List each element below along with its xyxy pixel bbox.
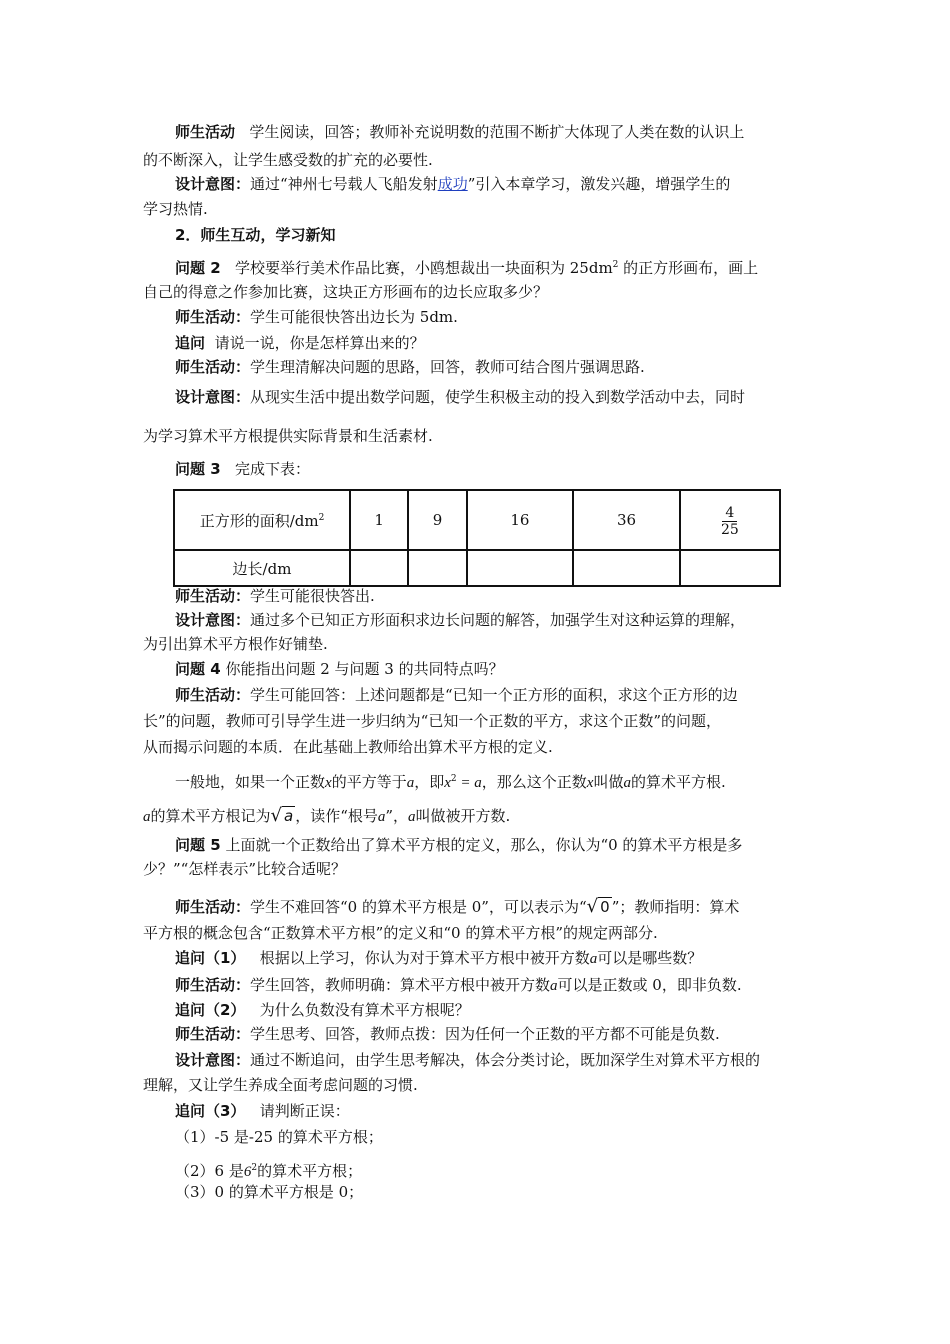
text: 理解，又让学生养成全面考虑问题的习惯.	[143, 1076, 418, 1094]
paragraph-line	[143, 737, 553, 757]
text: 上面就一个正数给出了算术平方根的定义，那么，你认为“0 的算术平方根是多	[225, 836, 743, 854]
text: ，即	[414, 773, 445, 791]
text: 完成下表：	[234, 460, 310, 478]
label: 问题 5	[175, 836, 221, 854]
label: 追问（2）	[175, 1001, 246, 1019]
paragraph-line	[143, 711, 721, 731]
text: 学生可能很快答出边长为 5dm.	[250, 308, 458, 326]
fraction	[721, 505, 739, 538]
table-cell: 36	[573, 490, 680, 550]
table-cell: 1	[350, 490, 408, 550]
list-item	[175, 1158, 362, 1178]
text: 学生思考、回答，教师点拨：因为任何一个正数的平方都不可能是负数.	[250, 1025, 720, 1043]
text: ，那么这个正数	[481, 773, 587, 791]
math-expression: = a	[456, 775, 482, 791]
text: 叫做	[593, 773, 624, 791]
paragraph-line	[143, 282, 548, 302]
paragraph-line	[143, 634, 328, 654]
question-3	[175, 459, 310, 479]
text: 的平方等于	[331, 773, 407, 791]
fraction-numerator: 4	[722, 505, 737, 522]
text: 长”的问题，教师可引导学生进一步归纳为“已知一个正数的平方，求这个正数”的问题，	[143, 712, 722, 730]
text: 的算术平方根.	[630, 773, 726, 791]
paragraph-teacher-activity-3	[175, 357, 645, 377]
section-heading: 2．师生互动，学习新知	[175, 226, 336, 244]
square-root-a: √ a	[270, 805, 294, 826]
text: ”引入本章学习，激发兴趣，增强学生的	[467, 175, 731, 193]
question-5	[175, 835, 742, 855]
table-cell[interactable]	[680, 550, 780, 586]
table-cell[interactable]	[408, 550, 466, 586]
table-cell[interactable]	[467, 550, 574, 586]
text: 少？”“怎样表示”比较合适呢？	[143, 860, 347, 878]
table-header-cell: 边长/dm	[174, 550, 350, 586]
text: 学生回答，教师明确：算术平方根中被开方数	[250, 976, 551, 994]
math-variable: a	[589, 951, 598, 967]
text: （2）6 是	[175, 1162, 244, 1180]
text: 学生可能回答：上述问题都是“已知一个正方形的面积，求这个正方形的边	[250, 686, 738, 704]
text: 平方根的概念包含“正数算术平方根”的定义和“0 的算术平方根”的规定两部分.	[143, 924, 658, 942]
text: 可以是哪些数？	[597, 949, 703, 967]
label: 师生活动：	[175, 587, 251, 605]
list-item	[175, 1127, 383, 1147]
text: 学生阅读，回答；教师补充说明数的范围不断扩大体现了人类在数的认识上	[249, 123, 745, 141]
label: 师生活动：	[175, 358, 251, 376]
paragraph-teacher-activity-6	[175, 897, 739, 917]
math-variable: a	[550, 978, 558, 994]
paragraph-design-intent-2	[175, 387, 745, 407]
paragraph-teacher-activity-1	[175, 122, 744, 142]
text: 学生理清解决问题的思路，回答，教师可结合图片强调思路.	[250, 358, 645, 376]
table-cell: 9	[408, 490, 466, 550]
text: 为引出算术平方根作好铺垫.	[143, 635, 328, 653]
label: 设计意图：	[175, 175, 251, 193]
hyperlink-success[interactable]: 成功	[437, 175, 468, 193]
math-variable: x	[325, 775, 332, 791]
list-item	[175, 1182, 363, 1202]
text: 通过多个已知正方形面积求边长问题的解答，加强学生对这种运算的理解，	[250, 611, 746, 629]
text: 的算术平方根；	[257, 1162, 363, 1180]
text: 你能指出问题 2 与问题 3 的共同特点吗？	[225, 660, 504, 678]
paragraph-line	[143, 859, 346, 879]
text: （3）0 的算术平方根是 0；	[175, 1183, 364, 1201]
label: 师生活动：	[175, 976, 251, 994]
text: ”，	[385, 807, 409, 825]
text: ”；教师指明：算术	[611, 898, 740, 916]
label: 师生活动：	[175, 308, 251, 326]
math-variable: x	[586, 775, 594, 791]
text: 通过不断追问，由学生思考解决，体会分类讨论，既加深学生对算术平方根的	[250, 1051, 761, 1069]
text: 一般地，如果一个正数	[175, 773, 326, 791]
math-variable: 6	[243, 1164, 252, 1180]
text: 学生可能很快答出.	[250, 587, 375, 605]
math-variable: a	[408, 809, 416, 825]
text: 学习热情.	[143, 200, 208, 218]
follow-up-1	[175, 948, 702, 968]
definition-line	[143, 806, 510, 826]
text: 学生不难回答“0 的算术平方根是 0”，可以表示为“	[250, 898, 587, 916]
paragraph-design-intent-3	[175, 610, 745, 630]
text: 请说一说，你是怎样算出来的？	[214, 334, 425, 352]
text: ，读作“根号	[295, 807, 378, 825]
superscript: 2	[251, 1163, 258, 1173]
superscript: 2	[318, 512, 325, 523]
text: 从而揭示问题的本质．在此基础上教师给出算术平方根的定义.	[143, 738, 553, 756]
text: 可以是正数或 0，即非负数.	[557, 976, 742, 994]
square-root-zero: √ 0	[586, 896, 610, 917]
superscript: 2	[450, 774, 457, 784]
question-2	[175, 255, 758, 275]
paragraph-teacher-activity-2	[175, 307, 458, 327]
label: 问题 3	[175, 460, 221, 478]
square-area-table	[173, 489, 781, 587]
label: 设计意图：	[175, 1051, 251, 1069]
table-cell: 16	[467, 490, 574, 550]
table-row	[174, 490, 780, 550]
math-variable: a	[406, 775, 415, 791]
text: 请判断正误：	[259, 1102, 350, 1120]
math-variable: x	[444, 775, 451, 791]
paragraph-design-intent-4	[175, 1050, 760, 1070]
text: 通过“神州七号载人飞船发射	[250, 175, 438, 193]
cell-text: 正方形的面积/dm	[199, 511, 319, 530]
text: 叫做被开方数.	[415, 807, 511, 825]
follow-up-3	[175, 1101, 350, 1121]
paragraph-line	[143, 150, 433, 170]
text: 学校要举行美术作品比赛，小鸥想裁出一块面积为 25dm	[234, 259, 613, 277]
label: 师生活动：	[175, 686, 251, 704]
math-variable: a	[143, 809, 151, 825]
paragraph-line	[143, 923, 658, 943]
paragraph-teacher-activity-7	[175, 975, 742, 995]
label: 追问	[175, 334, 206, 352]
table-row	[174, 550, 780, 586]
question-4	[175, 659, 504, 679]
math-variable: a	[623, 775, 631, 791]
definition-line	[175, 769, 726, 789]
label: 设计意图：	[175, 388, 251, 406]
text: 从现实生活中提出数学问题，使学生积极主动的投入到数学活动中去，同时	[250, 388, 746, 406]
follow-up-2	[175, 1000, 470, 1020]
table-cell[interactable]	[350, 550, 408, 586]
label: 设计意图：	[175, 611, 251, 629]
paragraph-teacher-activity-5	[175, 685, 738, 705]
label: 追问（3）	[175, 1102, 246, 1120]
text: 的不断深入，让学生感受数的扩充的必要性.	[143, 151, 433, 169]
label: 问题 2	[175, 259, 221, 277]
table-header-cell	[174, 490, 350, 550]
paragraph-line	[143, 426, 433, 446]
label: 师生活动：	[175, 898, 251, 916]
paragraph-line	[143, 199, 208, 219]
follow-up-question	[175, 333, 425, 353]
label: 追问（1）	[175, 949, 246, 967]
paragraph-line	[143, 1075, 418, 1095]
label: 问题 4	[175, 660, 221, 678]
math-variable: a	[377, 809, 386, 825]
text: 的算术平方根记为	[150, 807, 271, 825]
text: 根据以上学习，你认为对于算术平方根中被开方数	[259, 949, 590, 967]
label: 师生活动：	[175, 1025, 251, 1043]
paragraph-design-intent-1	[175, 174, 730, 194]
paragraph-teacher-activity-4	[175, 586, 375, 606]
text: 自己的得意之作参加比赛，这块正方形画布的边长应取多少？	[143, 283, 549, 301]
fraction-denominator: 25	[720, 521, 739, 538]
superscript: 2	[612, 260, 619, 270]
table-cell[interactable]	[573, 550, 680, 586]
text: （1）-5 是-25 的算术平方根；	[175, 1128, 383, 1146]
text: 为学习算术平方根提供实际背景和生活素材.	[143, 427, 433, 445]
label: 师生活动	[175, 123, 236, 141]
table-cell	[680, 490, 780, 550]
text: 的正方形画布，画上	[618, 259, 759, 277]
text: 为什么负数没有算术平方根呢？	[259, 1001, 470, 1019]
paragraph-teacher-activity-8	[175, 1024, 720, 1044]
